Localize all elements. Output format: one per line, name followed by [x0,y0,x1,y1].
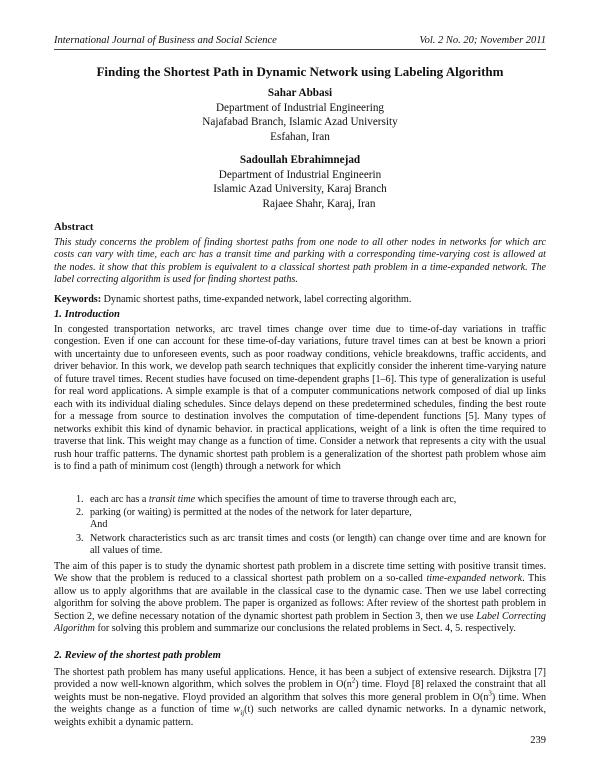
list-number: 1. [76,494,84,505]
affiliation-line: Department of Industrial Engineering [215,101,385,114]
section-2-paragraph: The shortest path problem has many useful applications. Hence, it has been a subject of extensive research. Dijkstra [7] provided a now well-known algorithm, which solves the problem in $O(n^2)$ time. Floyd [8] relaxed the constraint that all weights must be non-negative. Floyd provided an algorithm that solves this more general problem in $O(n^3)$ time. When the weights change as a function of time $w_{ij}(t)$ such networks are called dynamic networks. In a dynamic network, weights exhibit a dynamic pattern. [54,667,546,728]
section-1-paragraph-2: The aim of this paper is to study the dynamic shortest path problem in a discrete time setting with positive transit times. We show that the problem is reduced to a classical shortest path problem on a so-called time-expanded network. This allow us to apply algorithms that are available in the classical case to the dynamic case. Then we use label correcting algorithm for solving the above problem. The paper is organized as follows: After review of the shortest path problem in Section 2, we define necessary notation of the dynamic shortest path problem in Section 3, then we use Label Correcting Algorithm for solving this problem and summarize our conclusions the related problems in Sect. 4, 5. respectively. [54,561,546,635]
header-rule [54,49,546,50]
affiliation-line: Rajaee Shahr, Karaj, Iran [262,197,376,210]
author-name: Sahar Abbasi [267,87,333,99]
keywords-text: Dynamic shortest paths, time-expanded network, label correcting algorithm. [103,294,412,305]
section-2-heading: 2. Review of the shortest path problem [54,650,221,661]
keywords [54,294,546,306]
abstract-text: This study concerns the problem of finding shortest paths from one node to all other nodes in networks for which arc costs can vary with time, each arc has a transit time and parking with a corresponding time-varying cost is allowed at the nodes. it show that this problem is equivalent to a classical shortest path problem in a time-expanded network. The label correcting algorithm is used for finding shortest paths. [54,237,546,286]
author-name: Sadoullah Ebrahimnejad [239,154,361,166]
list-number: 2. [76,507,84,518]
affiliation-line: Islamic Azad University, Karaj Branch [213,183,387,196]
journal-name: International Journal of Business and Social Science [54,35,277,46]
keywords-label: Keywords: [54,294,102,305]
author-block-1 [0,86,600,144]
affiliation-line: Esfahan, Iran [270,130,330,143]
list-text: Network characteristics such as arc transit times and costs (or length) can change over time and are known for all values of time. [90,533,546,557]
affiliation-line: Department of Industrial Engineerin [218,168,382,181]
list-text: parking (or waiting) is permitted at the nodes of the network for later departure, [90,507,412,518]
volume-info: Vol. 2 No. 20; November 2011 [419,35,546,46]
list-text: each arc has a transit time which specifies the amount of time to traverse through each arc, [90,494,457,505]
author-block-2 [0,153,600,211]
paper-title: Finding the Shortest Path in Dynamic Network using Labeling Algorithm [96,64,504,79]
abstract-heading: Abstract [54,222,94,233]
section-1-paragraph-1: In congested transportation networks, arc travel times change over time due to time-of-day variations in traffic congestion. Even if one can account for these time-of-day variations, future travel times can at best be known a priori with uncertainty due to unforeseen events, such as poor roadway conditions, vehicle breakdowns, traffic accidents, and driver behavior. In this work, we develop path search techniques that explicitly consider the inherent time-varying nature of future travel times. Recent studies have focused on time-dependent graphs [1–6]. This type of generalization is useful for real word applications. A simple example is that of a computer communications network composed of dial up links each with its individual dialing schedules. Since delays depend on these predetermined schedules, finding the best route for a message from source to destination involves the computation of time-dependent functions [5]. Many types of networks exhibit this kind of dynamic behavior. in practical applications, weight of a link is often the time required to traverse that link. This weight may change as a function of time. Consider a network that represents a city with the usual rush hour traffic patterns. The dynamic shortest path problem is a generalization of the shortest path problem whose aim is to find a path of minimum cost (length) through a network for which [54,324,546,472]
page-number: 239 [530,735,546,746]
section-1-heading: 1. Introduction [54,309,120,320]
affiliation-line: Najafabad Branch, Islamic Azad University [202,116,398,129]
list-number: 3. [76,533,84,544]
list-text: And [90,519,108,530]
